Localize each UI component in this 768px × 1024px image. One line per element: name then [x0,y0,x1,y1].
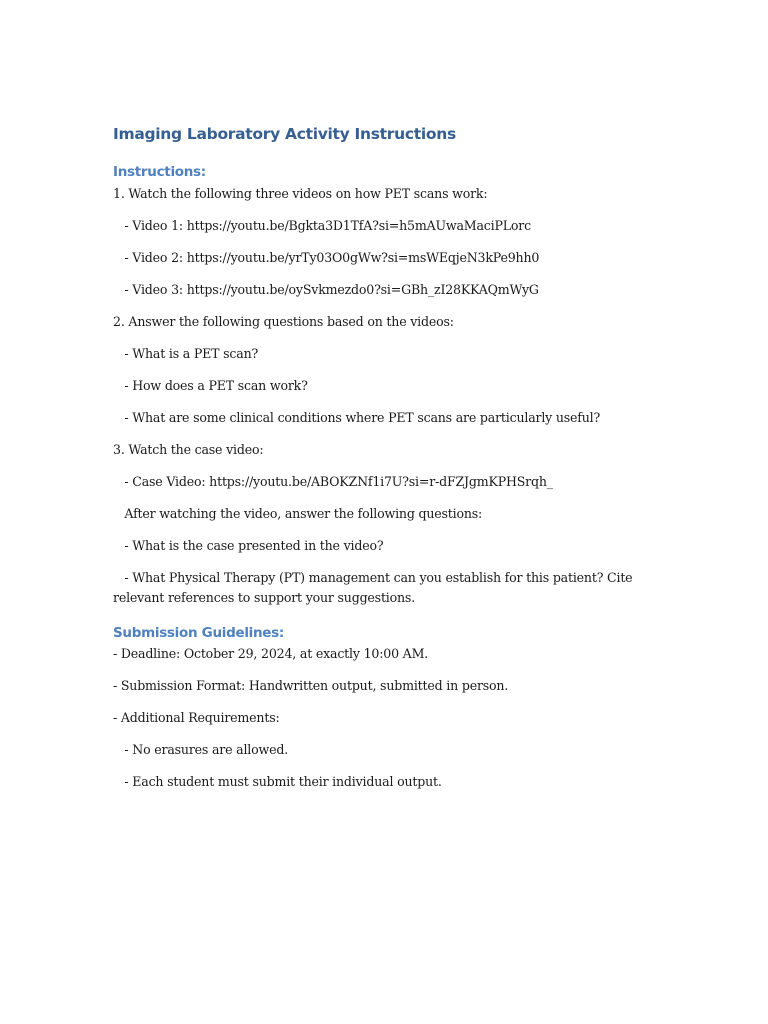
instruction-line: - Case Video: https://youtu.be/ABOKZNf1i7U?si=r-dFZJgmKPHSrqh_ [113,474,553,489]
instruction-line: - Video 3: https://youtu.be/oySvkmezdo0?si=GBh_zI28KKAQmWyG [113,282,539,297]
submission-line: - Submission Format: Handwritten output, submitted in person. [113,678,509,693]
submission-line: - Each student must submit their individual output. [113,774,442,789]
instruction-line: - What is a PET scan? [113,346,259,361]
instruction-line: - What Physical Therapy (PT) management can you establish for this patient? Cite relevant references to support your suggestions. [113,570,637,605]
instruction-line: - What is the case presented in the video? [113,538,384,553]
submission-line: - Deadline: October 29, 2024, at exactly 10:00 AM. [113,646,429,661]
instruction-line: 3. Watch the case video: [113,442,264,457]
instruction-line: 2. Answer the following questions based on the videos: [113,314,454,329]
instruction-line: - Video 1: https://youtu.be/Bgkta3D1TfA?si=h5mAUwaMaciPLorc [113,218,531,233]
instruction-line: - What are some clinical conditions where PET scans are particularly useful? [113,410,601,425]
submission-line: - No erasures are allowed. [113,742,288,757]
instruction-line: - How does a PET scan work? [113,378,308,393]
instructions-heading: Instructions: [113,164,206,180]
instruction-line: 1. Watch the following three videos on how PET scans work: [113,186,488,201]
submission-line: - Additional Requirements: [113,710,280,725]
instruction-line: After watching the video, answer the following questions: [113,506,483,521]
document-title: Imaging Laboratory Activity Instructions [113,125,456,143]
submission-heading: Submission Guidelines: [113,625,284,641]
instruction-line: - Video 2: https://youtu.be/yrTy03O0gWw?si=msWEqjeN3kPe9hh0 [113,250,540,265]
